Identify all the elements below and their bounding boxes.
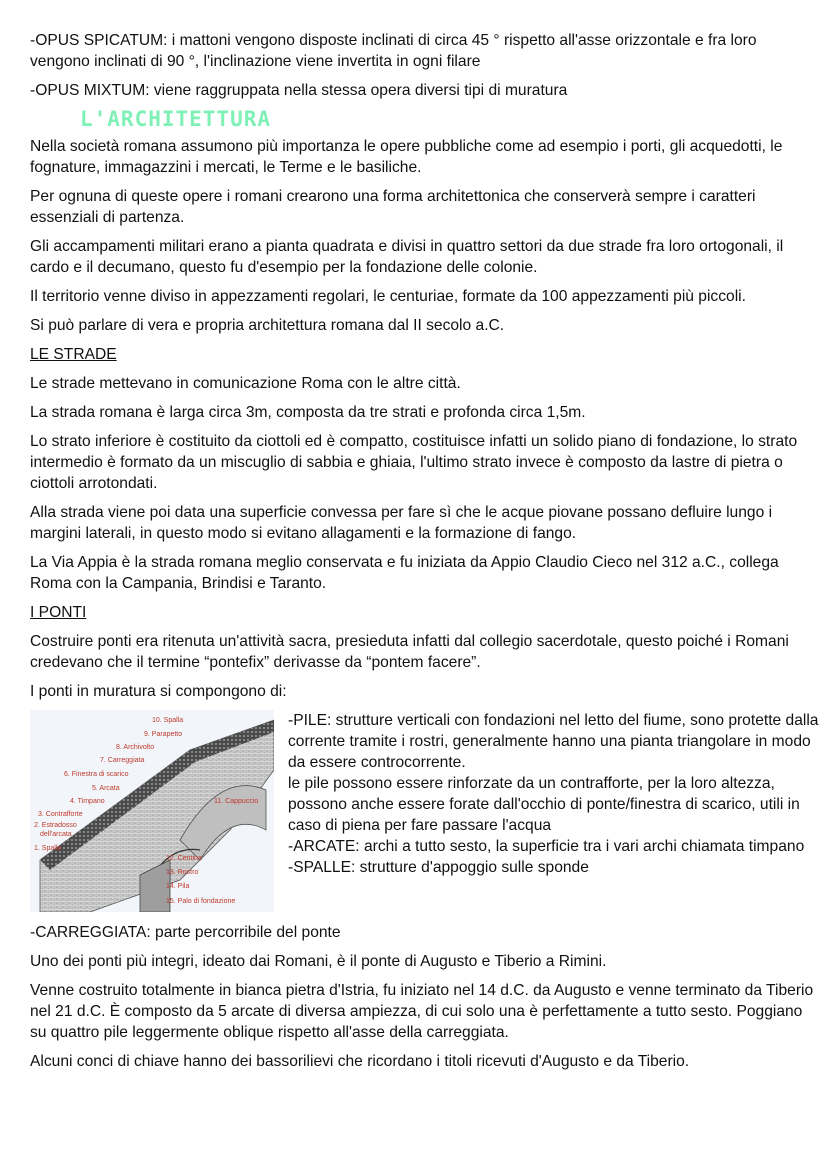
bridge-section xyxy=(30,710,820,912)
roads-heading: LE STRADE xyxy=(30,346,117,363)
architecture-heading: L'ARCHITETTURA xyxy=(80,107,272,131)
figure-label: 4. Timpano xyxy=(70,798,105,805)
bridges-paragraph: -CARREGGIATA: parte percorribile del ponte xyxy=(30,924,341,941)
figure-label: 15. Palo di fondazione xyxy=(166,898,236,905)
figure-label: dell'arcata xyxy=(40,831,72,838)
figure-label: 2. Estradosso xyxy=(34,822,77,829)
figure-label: 11. Cappuccio xyxy=(214,798,259,805)
architecture-paragraph: Si può parlare di vera e propria architettura romana dal II secolo a.C. xyxy=(30,317,505,334)
bridges-paragraph: Alcuni conci di chiave hanno dei bassorilievi che ricordano i titoli ricevuti d'Augusto e da Tiberio. xyxy=(30,1053,690,1070)
architecture-paragraph: Il territorio venne diviso in appezzamenti regolari, le centuriae, formate da 100 appezzamenti più piccoli. xyxy=(30,288,746,305)
figure-label: 13. Rostro xyxy=(166,869,199,876)
figure-label: 14. Pila xyxy=(166,883,190,890)
figure-label: 10. Spalla xyxy=(152,717,184,724)
figure-label: 8. Archivolto xyxy=(116,744,155,751)
roads-paragraph: Le strade mettevano in comunicazione Roma con le altre città. xyxy=(30,375,461,392)
architecture-paragraph: Nella società romana assumono più importanza le opere pubbliche come ad esempio i porti, gli acquedotti, le fognature, immagazzini i mercati, le Terme e le basiliche. xyxy=(30,138,783,176)
figure-label: 9. Parapetto xyxy=(144,731,183,738)
figure-label: 1. Spalla xyxy=(34,845,62,852)
intro-item-spicatum: -OPUS SPICATUM: i mattoni vengono disposte inclinati di circa 45 ° rispetto all'asse orizzontale e fra loro vengono inclinati di 90 °, l'inclinazione viene invertita in ogni filare xyxy=(30,32,757,70)
bridge-diagram xyxy=(30,710,274,912)
architecture-paragraph: Per ognuna di queste opere i romani crearono una forma architettonica che conserverà sempre i caratteri essenziali di partenza. xyxy=(30,188,756,226)
bridges-paragraph: Venne costruito totalmente in bianca pietra d'Istria, fu iniziato nel 14 d.C. da Augusto e venne terminato da Tiberio nel 21 d.C. È composto da 5 arcate di diversa ampiezza, di cui solo una è perfettamente a tutto sesto. Poggiano su quattro pile leggermente oblique rispetto all'asse della carreggiata. xyxy=(30,982,814,1041)
roads-paragraph: Alla strada viene poi data una superficie convessa per fare sì che le acque piovane possano defluire lungo i margini laterali, in questo modo si evitano allagamenti e la formazione di fango. xyxy=(30,504,773,542)
architecture-paragraph: Gli accampamenti militari erano a pianta quadrata e divisi in quattro settori da due strade fra loro ortogonali, il cardo e il decumano, questo fu d'esempio per la fondazione delle colonie. xyxy=(30,238,784,276)
roads-paragraph: La strada romana è larga circa 3m, composta da tre strati e profonda circa 1,5m. xyxy=(30,404,586,421)
bridges-paragraph: I ponti in muratura si compongono di: xyxy=(30,683,287,700)
bridge-parts-list xyxy=(288,710,820,912)
figure-label: 12. Centina xyxy=(166,855,202,862)
document-page xyxy=(30,30,820,1080)
figure-label: 6. Finestra di scarico xyxy=(64,771,129,778)
bridge-part-pile-note: le pile possono essere rinforzate da un contrafforte, per la loro altezza, possono anche essere forate dall'occhio di ponte/finestra di scarico, utili in caso di piena per fare passare l'acqua xyxy=(288,775,800,834)
figure-label: 3. Contrafforte xyxy=(38,811,83,818)
bridges-paragraph: Uno dei ponti più integri, ideato dai Romani, è il ponte di Augusto e Tiberio a Rimini. xyxy=(30,953,607,970)
roads-paragraph: Lo strato inferiore è costituito da ciottoli ed è compatto, costituisce infatti un solido piano di fondazione, lo strato intermedio è formato da un miscuglio di sabbia e ghiaia, l'ultimo strato invece è composto da lastre di pietra o ciottoli arrotondati. xyxy=(30,433,798,492)
roads-paragraph: La Via Appia è la strada romana meglio conservata e fu iniziata da Appio Claudio Cieco nel 312 a.C., collega Roma con la Campania, Brindisi e Taranto. xyxy=(30,554,779,592)
bridge-part-spalle: -SPALLE: strutture d'appoggio sulle sponde xyxy=(288,859,589,876)
figure-label: 5. Arcata xyxy=(92,785,120,792)
bridges-heading: I PONTI xyxy=(30,604,87,621)
intro-item-mixtum: -OPUS MIXTUM: viene raggruppata nella stessa opera diversi tipi di muratura xyxy=(30,82,568,99)
figure-label: 7. Carreggiata xyxy=(100,757,145,764)
bridge-part-pile: -PILE: strutture verticali con fondazioni nel letto del fiume, sono protette dalla corrente tramite i rostri, generalmente hanno una pianta triangolare in modo da essere controcorrente. xyxy=(288,712,819,771)
bridges-paragraph: Costruire ponti era ritenuta un'attività sacra, presieduta infatti dal collegio sacerdotale, questo poiché i Romani credevano che il termine “pontefix” derivasse da “pontem facere”. xyxy=(30,633,789,671)
bridge-part-arcate: -ARCATE: archi a tutto sesto, la superficie tra i vari archi chiamata timpano xyxy=(288,838,805,855)
